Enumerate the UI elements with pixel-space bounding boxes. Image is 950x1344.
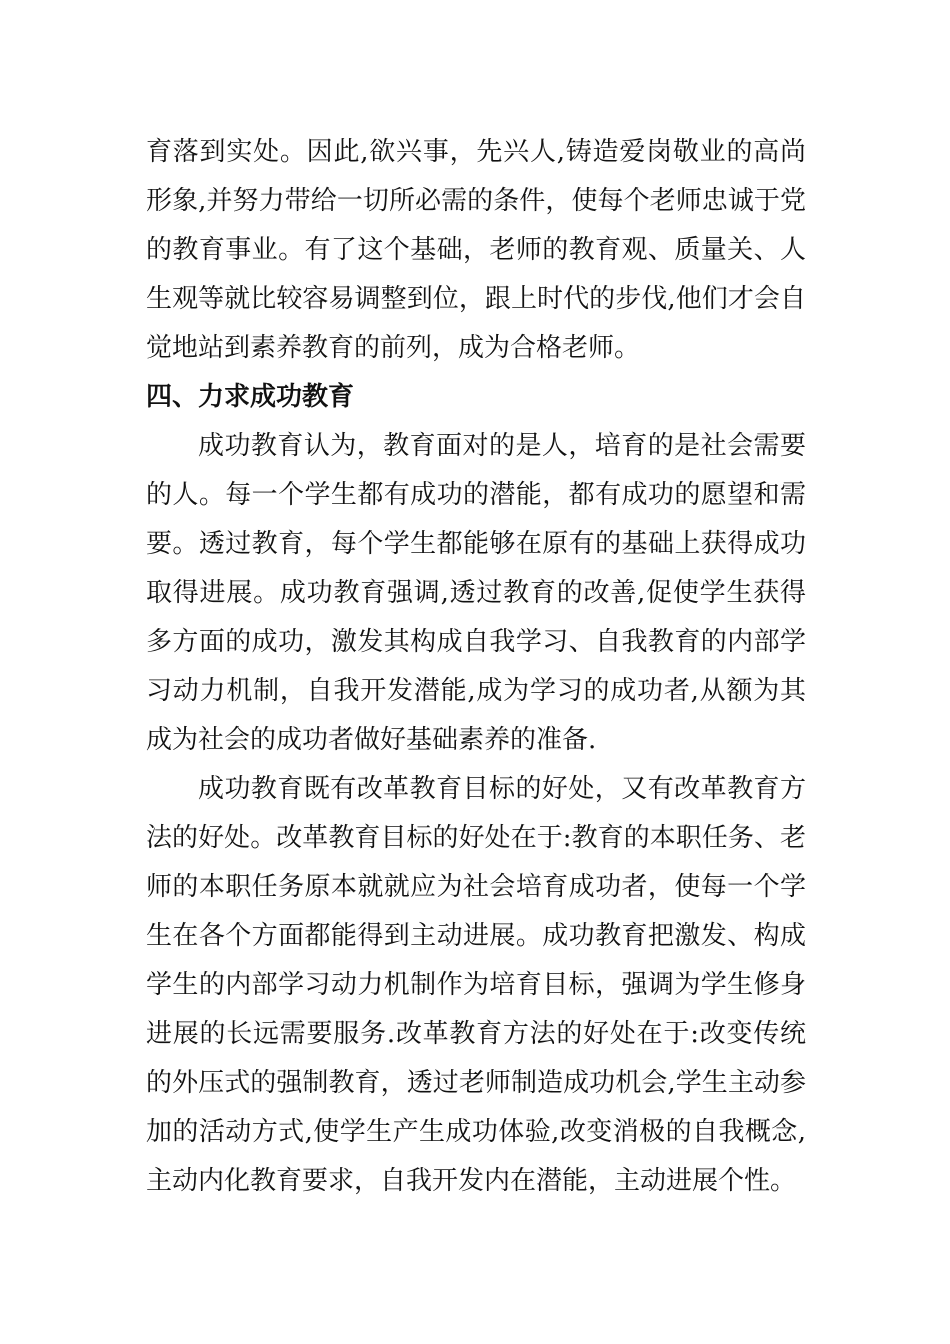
text-line: 法的好处。改革教育目标的好处在于:教育的本职任务、老: [146, 823, 806, 853]
text-line: 的教育事业。有了这个基础，老师的教育观、质量关、人: [146, 235, 806, 265]
text-line: 育落到实处。因此,欲兴事，先兴人,铸造爱岗敬业的高尚: [146, 137, 806, 167]
text-line: 进展的长远需要服务.改革教育方法的好处在于:改变传统: [146, 1019, 806, 1049]
section-heading: 四、力求成功教育: [146, 382, 355, 412]
text-line: 学生的内部学习动力机制作为培育目标，强调为学生修身: [146, 970, 806, 1000]
document-page: [146, 128, 806, 1206]
text-line: 成功教育认为，教育面对的是人，培育的是社会需要: [198, 431, 806, 461]
paragraph-success-education-definition: [146, 422, 806, 765]
text-line: 的人。每一个学生都有成功的潜能，都有成功的愿望和需: [146, 480, 806, 510]
text-line: 形象,并努力带给一切所必需的条件，使每个老师忠诚于党: [146, 186, 806, 216]
text-line: 加的活动方式,使学生产生成功体验,改变消极的自我概念,: [146, 1117, 806, 1147]
text-line: 师的本职任务原本就就应为社会培育成功者，使每一个学: [146, 872, 806, 902]
text-line: 生在各个方面都能得到主动进展。成功教育把激发、构成: [146, 921, 806, 951]
text-line: 要。透过教育，每个学生都能够在原有的基础上获得成功: [146, 529, 806, 559]
text-line: 主动内化教育要求，自我开发内在潜能，主动进展个性。: [146, 1166, 797, 1196]
paragraph-success-education-benefits: [146, 765, 806, 1206]
text-line: 的外压式的强制教育，透过老师制造成功机会,学生主动参: [146, 1068, 806, 1098]
text-line: 成为社会的成功者做好基础素养的准备.: [146, 725, 597, 755]
text-line: 取得进展。成功教育强调,透过教育的改善,促使学生获得: [146, 578, 806, 608]
text-line: 觉地站到素养教育的前列，成为合格老师。: [146, 333, 641, 363]
text-line: 多方面的成功，激发其构成自我学习、自我教育的内部学: [146, 627, 806, 657]
text-line: 习动力机制，自我开发潜能,成为学习的成功者,从额为其: [146, 676, 806, 706]
continuation-paragraph: [146, 128, 806, 373]
text-line: 成功教育既有改革教育目标的好处，又有改革教育方: [198, 774, 806, 804]
text-line: 生观等就比较容易调整到位，跟上时代的步伐,他们才会自: [146, 284, 806, 314]
